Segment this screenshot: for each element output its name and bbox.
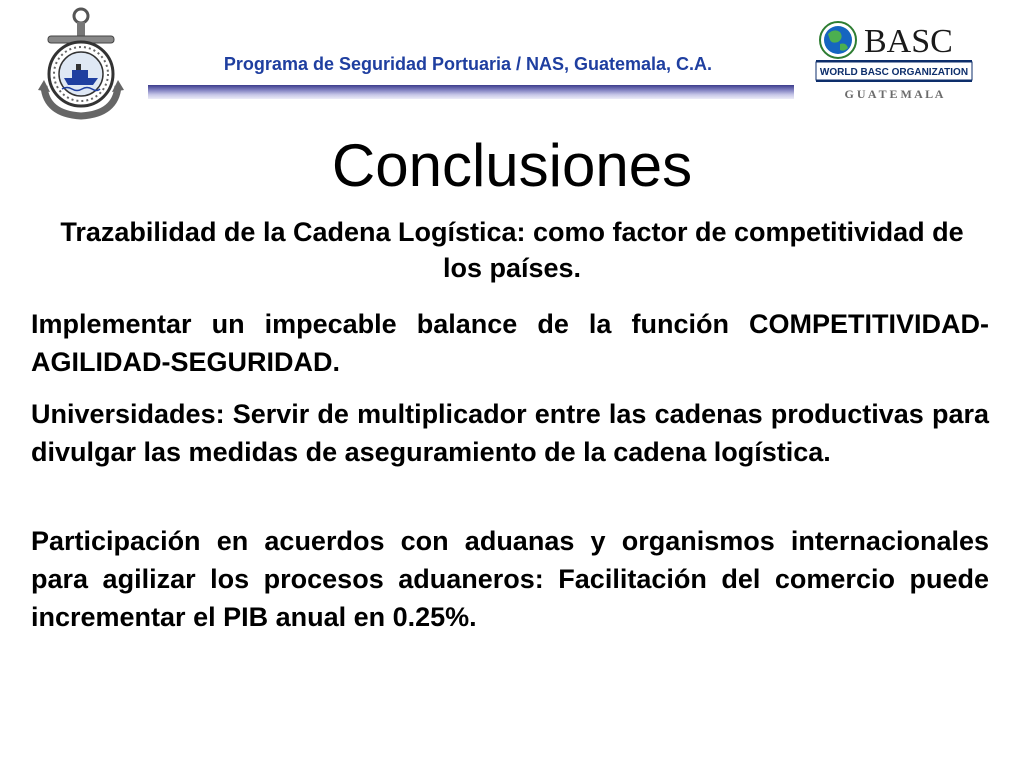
- basc-country-line: G U A T E M A L A: [844, 87, 944, 101]
- slide-subtitle: Trazabilidad de la Cadena Logística: como factor de competitividad de los países.: [60, 217, 964, 283]
- basc-org-line: WORLD BASC ORGANIZATION: [819, 67, 969, 78]
- anchor-emblem-icon: [36, 6, 126, 120]
- conclusion-paragraph-3: Participación en acuerdos con aduanas y organismos internacionales para agilizar los procesos aduaneros: Facilitación del comercio puede incrementar el PIB anual en 0.25%.: [31, 526, 989, 632]
- basc-wordmark: BASC: [864, 23, 953, 60]
- header-divider: [148, 85, 794, 99]
- conclusion-paragraph-2: Universidades: Servir de multiplicador entre las cadenas productivas para divulgar las medidas de aseguramiento de la cadena logística.: [31, 399, 989, 467]
- conclusion-paragraph-1: Implementar un impecable balance de la función COMPETITIVIDAD-AGILIDAD-SEGURIDAD.: [31, 309, 989, 377]
- slide-title: Conclusiones: [331, 132, 693, 199]
- program-header: Programa de Seguridad Portuaria / NAS, Guatemala, C.A.: [223, 54, 713, 74]
- basc-logo: [814, 10, 974, 105]
